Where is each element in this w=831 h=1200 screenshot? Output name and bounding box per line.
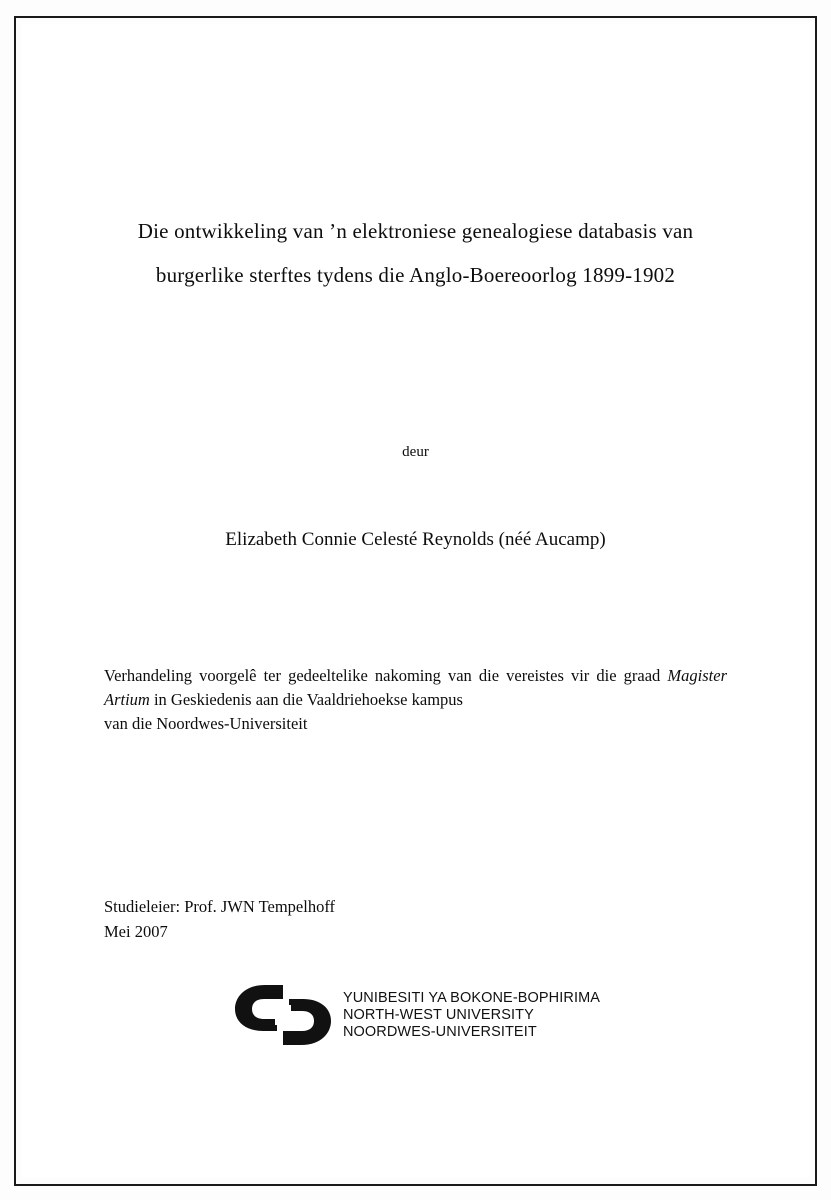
supervisor-line: Studieleier: Prof. JWN Tempelhoff bbox=[104, 897, 336, 916]
submission-suffix: in Geskiedenis aan die Vaaldriehoekse kampus bbox=[149, 690, 463, 709]
title-line-1: Die ontwikkeling van ’n elektroniese genealogiese databasis van bbox=[137, 219, 694, 243]
logo-line-1: YUNIBESITI YA BOKONE-BOPHIRIMA bbox=[342, 989, 601, 1006]
submission-prefix: Verhandeling voorgelê ter gedeeltelike nakoming van die vereistes vir die graad bbox=[104, 666, 668, 685]
submission-statement bbox=[104, 664, 727, 736]
university-logo bbox=[22, 979, 809, 1051]
title-line-2: burgerlike sterftes tydens die Anglo-Boereoorlog 1899-1902 bbox=[155, 263, 676, 287]
by-label: deur bbox=[402, 444, 429, 460]
logo-line-2: NORTH-WEST UNIVERSITY bbox=[342, 1006, 534, 1023]
supervisor-block bbox=[104, 894, 335, 944]
north-west-university-logo-icon bbox=[231, 979, 335, 1051]
page-title bbox=[102, 209, 729, 297]
title-page-sheet bbox=[22, 24, 809, 1178]
logo-line-3: NOORDWES-UNIVERSITEIT bbox=[342, 1023, 537, 1040]
submission-line-2: van die Noordwes-Universiteit bbox=[104, 714, 308, 733]
degree-name: Magister Artium bbox=[104, 666, 727, 709]
date-line: Mei 2007 bbox=[104, 922, 168, 941]
logo-text-block bbox=[343, 990, 600, 1041]
author-name: Elizabeth Connie Celesté Reynolds (néé Aucamp) bbox=[225, 529, 606, 550]
